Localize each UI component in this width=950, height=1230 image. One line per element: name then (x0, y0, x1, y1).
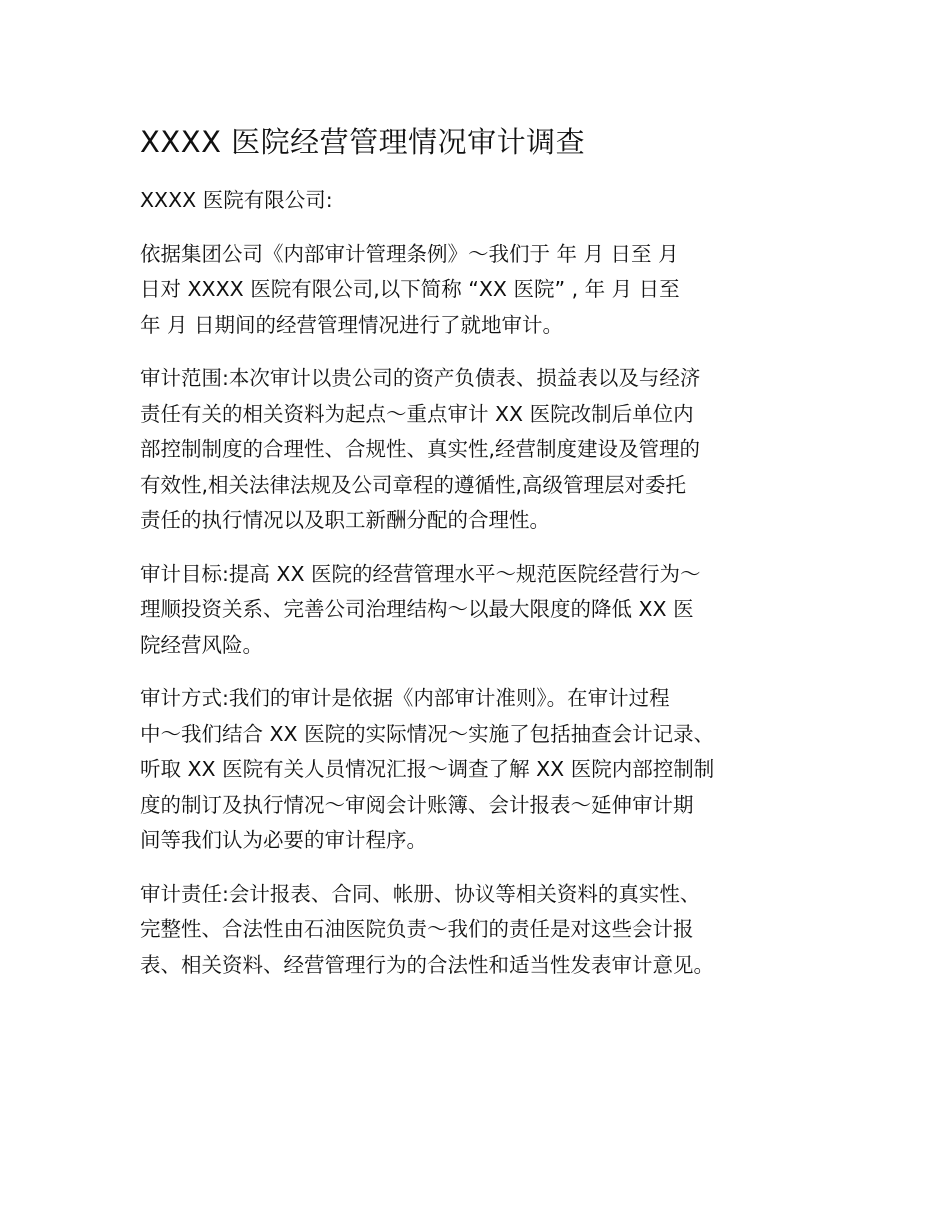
paragraph-audit-scope (140, 361, 820, 539)
text-line: 责任有关的相关资料为起点～重点审计 XX 医院改制后单位内 (140, 401, 694, 426)
text-line: 间等我们认为必要的审计程序。 (140, 828, 427, 852)
text-line: 中～我们结合 XX 医院的实际情况～实施了包括抽查会计记录、 (140, 721, 715, 746)
text-line: 责任的执行情况以及职工新酬分配的合理性。 (140, 508, 550, 532)
paragraph-audit-objective (140, 557, 820, 664)
text-line: 理顺投资关系、完善公司治理结构～以最大限度的降低 XX 医 (140, 597, 694, 621)
text-line: 审计方式:我们的审计是依据《内部审计准则》。在审计过程 (140, 686, 670, 710)
text-line: 听取 XX 医院有关人员情况汇报～调查了解 XX 医院内部控制制 (140, 757, 715, 781)
text-line: 审计目标:提高 XX 医院的经营管理水平～规范医院经营行为～ (140, 561, 701, 586)
paragraph-salutation (140, 183, 820, 219)
text-line: 表、相关资料、经营管理行为的合法性和适当性发表审计意见。 (140, 952, 714, 977)
text-line: 依据集团公司《内部审计管理条例》～我们于 年 月 日至 月 (140, 241, 679, 266)
text-line: 审计范围:本次审计以贵公司的资产负债表、损益表以及与经济 (140, 366, 701, 390)
paragraph-audit-responsibility (140, 877, 820, 984)
text-line: 审计责任:会计报表、合同、帐册、协议等相关资料的真实性、 (140, 881, 701, 906)
text-line: 年 月 日期间的经营管理情况进行了就地审计。 (140, 312, 564, 337)
paragraph-audit-basis (140, 237, 820, 344)
text-line: 有效性,相关法律法规及公司章程的遵循性,高级管理层对委托 (140, 472, 687, 497)
document-title: XXXX 医院经营管理情况审计调查 (140, 125, 586, 159)
text-line: 院经营风险。 (140, 632, 263, 657)
document-body (140, 183, 820, 983)
text-line: 完整性、合法性由石油医院负责～我们的责任是对这些会计报 (140, 917, 694, 941)
paragraph-audit-method (140, 681, 820, 859)
text-line: 日对 XXXX 医院有限公司,以下简称 “XX 医院” , 年 月 日至 (140, 277, 680, 301)
text-line: 部控制制度的合理性、合规性、真实性,经营制度建设及管理的 (140, 437, 701, 461)
text-line: XXXX 医院有限公司: (140, 188, 333, 212)
text-line: 度的制订及执行情况～审阅会计账簿、会计报表～延伸审计期 (140, 792, 694, 817)
